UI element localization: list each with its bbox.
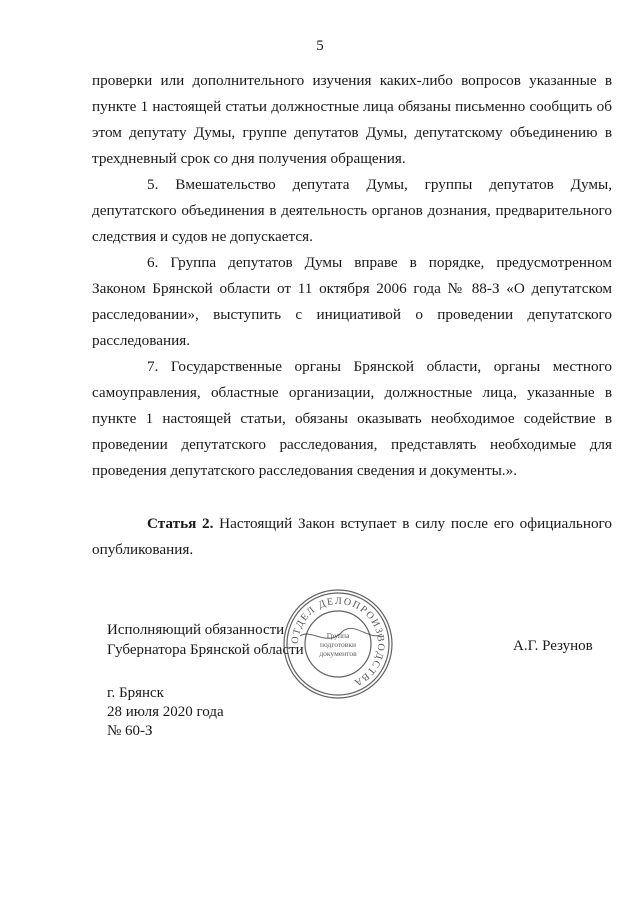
stamp-center-line3: документов: [319, 649, 357, 658]
document-body: [92, 68, 612, 563]
stamp-ring-text: ОТДЕЛ ДЕЛОПРОИЗВОДСТВА: [289, 595, 387, 689]
signature-title-line2: Губернатора Брянской области: [107, 642, 304, 658]
city: г. Брянск: [107, 685, 164, 701]
stamp-center-line2: подготовки: [319, 640, 357, 649]
date: 28 июля 2020 года: [107, 704, 224, 720]
official-stamp: [282, 588, 394, 700]
paragraph-continuation: проверки или дополнительного изучения каких-либо вопросов указанные в пункте 1 настоящей статьи должностные лица обязаны письменно сообщить об этом депутату Думы, группе депутатов Думы, депутатскому объединению в трехдневный срок со дня получения обращения.: [92, 72, 612, 167]
stamp-center-line1: Группа: [326, 631, 350, 640]
article-2-label: Статья 2.: [147, 515, 214, 532]
law-number: № 60-З: [107, 723, 153, 739]
article-2-text: Настоящий Закон вступает в силу после его официального опубликования.: [92, 515, 612, 558]
page-number: 5: [316, 38, 324, 54]
paragraph-7: 7. Государственные органы Брянской области, органы местного самоуправления, областные организации, должностные лица, указанные в пункте 1 настоящей статьи, обязаны оказывать необходимое содействие в проведении депутатского расследования, представлять необходимые для проведения депутатского расследования сведения и документы.».: [92, 358, 612, 479]
paragraph-5: 5. Вмешательство депутата Думы, группы депутатов Думы, депутатского объединения в деятельность органов дознания, предварительного следствия и судов не допускается.: [92, 176, 612, 245]
article-2: [92, 511, 612, 563]
document-footer: [107, 684, 224, 741]
paragraph-6: 6. Группа депутатов Думы вправе в порядке, предусмотренном Законом Брянской области от 11 октября 2006 года № 88-З «О депутатском расследовании», выступить с инициативой о проведении депутатского расследования.: [92, 254, 612, 349]
signatory-name: А.Г. Резунов: [513, 638, 593, 654]
signature-title-line1: Исполняющий обязанности: [107, 622, 285, 638]
